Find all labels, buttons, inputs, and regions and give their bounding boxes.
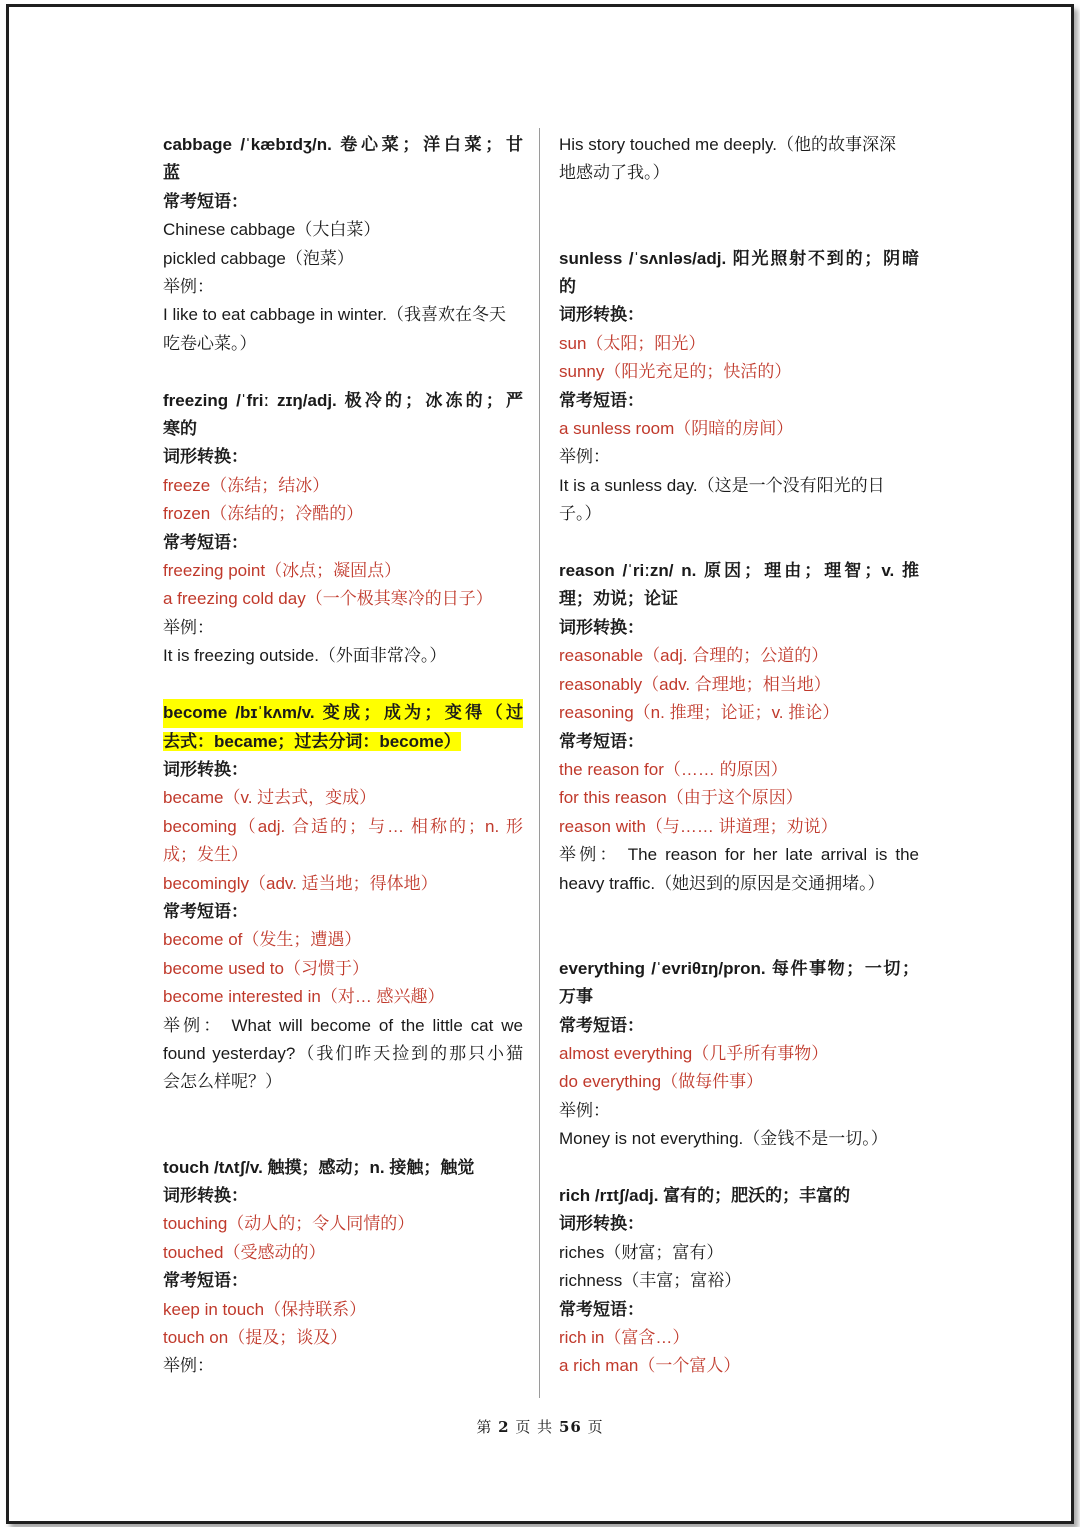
example-label: 举例： (559, 1100, 610, 1120)
entry-reason (559, 557, 919, 898)
entry-headword: become /bɪˈkʌm/v. 变成；成为；变得（过 (163, 699, 523, 727)
form-item: reasoning（n. 推理；论证；v. 推论） (559, 703, 840, 723)
form-item: richness（丰富；富裕） (559, 1271, 742, 1291)
example-text: found yesterday?（我们昨天捡到的那只小猫 (163, 1043, 523, 1063)
form-item: riches（财富；富有） (559, 1242, 724, 1262)
phrases-label: 常考短语： (559, 390, 644, 410)
entry-freezing (163, 387, 523, 671)
form-item: reasonable（adj. 合理的；公道的） (559, 646, 829, 666)
phrase-item: freezing point（冰点；凝固点） (163, 561, 402, 581)
phrases-label: 常考短语： (559, 731, 644, 751)
entry-headword: cabbage /ˈkæbɪdʒ/n. 卷心菜；洋白菜；甘 (163, 135, 523, 154)
phrase-item: a rich man（一个富人） (559, 1356, 741, 1376)
entry-become (163, 699, 523, 1097)
phrase-item: touch on（提及；谈及） (163, 1328, 348, 1348)
forms-label: 词形转换： (163, 447, 248, 467)
form-item: frozen（冻结的；冷酷的） (163, 504, 364, 524)
form-item-cont: 成；发生） (163, 845, 248, 865)
forms-label: 词形转换： (163, 1185, 248, 1205)
entry-headword-cont: 蓝 (163, 163, 180, 183)
footer-mid: 页 共 (515, 1418, 554, 1436)
form-item: reasonably（adv. 合理地；相当地） (559, 674, 831, 694)
phrase-item: Chinese cabbage（大白菜） (163, 220, 381, 240)
footer-pre: 第 (476, 1418, 493, 1436)
form-item: becomingly（adv. 适当地；得体地） (163, 873, 438, 893)
entry-headword-cont: 的 (559, 277, 576, 297)
example-text: heavy traffic.（她迟到的原因是交通拥堵。） (559, 873, 885, 893)
entry-headword-cont: 理；劝说；论证 (559, 589, 678, 609)
forms-label: 词形转换： (163, 759, 248, 779)
footer-post: 页 (587, 1418, 604, 1436)
example-text: 地感动了我。） (559, 163, 670, 183)
entry-everything (559, 955, 919, 1154)
example-text: It is a sunless day.（这是一个没有阳光的日 (559, 475, 885, 495)
entry-headword: everything /ˈevriθɪŋ/pron. 每件事物；一切； (559, 958, 919, 978)
left-column (163, 131, 523, 1381)
phrases-label: 常考短语： (163, 1271, 248, 1291)
example-text: I like to eat cabbage in winter.（我喜欢在冬天 (163, 305, 506, 325)
phrase-item: become of（发生；遭遇） (163, 930, 362, 950)
forms-label: 词形转换： (559, 617, 644, 637)
entry-rich (559, 1182, 919, 1381)
example-text: 举例： The reason for her late arrival is the (559, 845, 919, 865)
example-text: 子。） (559, 504, 602, 524)
entry-cabbage (163, 131, 523, 358)
phrase-item: rich in（富含…） (559, 1328, 690, 1347)
form-item: touching（动人的；令人同情的） (163, 1214, 415, 1234)
example-text: 吃卷心菜。） (163, 333, 257, 353)
entry-headword: reason /ˈriːzn/ n. 原因；理由；理智；v. 推 (559, 561, 919, 581)
entry-headword-cont: 寒的 (163, 419, 197, 439)
entry-headword-cont: 万事 (559, 987, 593, 1007)
example-label: 举例： (559, 447, 610, 467)
column-divider (539, 128, 540, 1398)
forms-label: 词形转换： (559, 1214, 644, 1234)
form-item: becoming（adj. 合适的；与… 相称的；n. 形 (163, 816, 523, 836)
example-text: His story touched me deeply.（他的故事深深 (559, 135, 896, 154)
phrase-item: do everything（做每件事） (559, 1072, 764, 1092)
entry-touch (163, 1154, 523, 1381)
phrases-label: 常考短语： (163, 532, 248, 552)
entry-headword: touch /tʌtʃ/v. 触摸；感动；n. 接触；触觉 (163, 1157, 475, 1177)
form-item: became（v. 过去式，变成） (163, 788, 377, 808)
example-text: It is freezing outside.（外面非常冷。） (163, 646, 447, 666)
phrases-label: 常考短语： (559, 1299, 644, 1319)
form-item: freeze（冻结；结冰） (163, 475, 330, 495)
phrase-item: the reason for（…… 的原因） (559, 759, 788, 779)
form-item: touched（受感动的） (163, 1242, 326, 1262)
phrase-item: almost everything（几乎所有事物） (559, 1043, 829, 1063)
touch-example-cont (559, 131, 919, 188)
total-page-count: 56 (558, 1418, 582, 1436)
form-item: sun（太阳；阳光） (559, 333, 706, 353)
example-label: 举例： (163, 617, 214, 637)
phrase-item: become interested in（对… 感兴趣） (163, 987, 445, 1007)
example-label: 举例： (163, 277, 214, 297)
forms-label: 词形转换： (559, 305, 644, 325)
phrases-label: 常考短语： (163, 901, 248, 921)
phrases-label: 常考短语： (163, 191, 248, 211)
example-text: 会怎么样呢？） (163, 1072, 282, 1092)
phrase-item: a sunless room（阴暗的房间） (559, 419, 794, 439)
example-text: Money is not everything.（金钱不是一切。） (559, 1129, 888, 1149)
phrase-item: pickled cabbage（泡菜） (163, 248, 354, 268)
example-text: 举例： What will become of the little cat we (163, 1015, 523, 1035)
entry-headword-cont: 去式：became；过去分词：become） (163, 731, 461, 751)
example-label: 举例： (163, 1356, 214, 1376)
phrase-item: a freezing cold day（一个极其寒冷的日子） (163, 589, 493, 609)
phrase-item: reason with（与…… 讲道理；劝说） (559, 816, 838, 836)
current-page-number: 2 (498, 1418, 510, 1436)
phrases-label: 常考短语： (559, 1015, 644, 1035)
entry-sunless (559, 245, 919, 529)
entry-headword: rich /rɪtʃ/adj. 富有的；肥沃的；丰富的 (559, 1185, 851, 1205)
page-footer (0, 1416, 1080, 1437)
phrase-item: keep in touch（保持联系） (163, 1299, 367, 1319)
right-column (559, 131, 919, 1381)
form-item: sunny（阳光充足的；快活的） (559, 362, 792, 382)
phrase-item: for this reason（由于这个原因） (559, 788, 803, 808)
entry-headword: sunless /ˈsʌnləs/adj. 阳光照射不到的；阴暗 (559, 248, 919, 268)
entry-headword: freezing /ˈfriː zɪŋ/adj. 极冷的；冰冻的；严 (163, 390, 523, 410)
phrase-item: become used to（习惯于） (163, 958, 369, 978)
